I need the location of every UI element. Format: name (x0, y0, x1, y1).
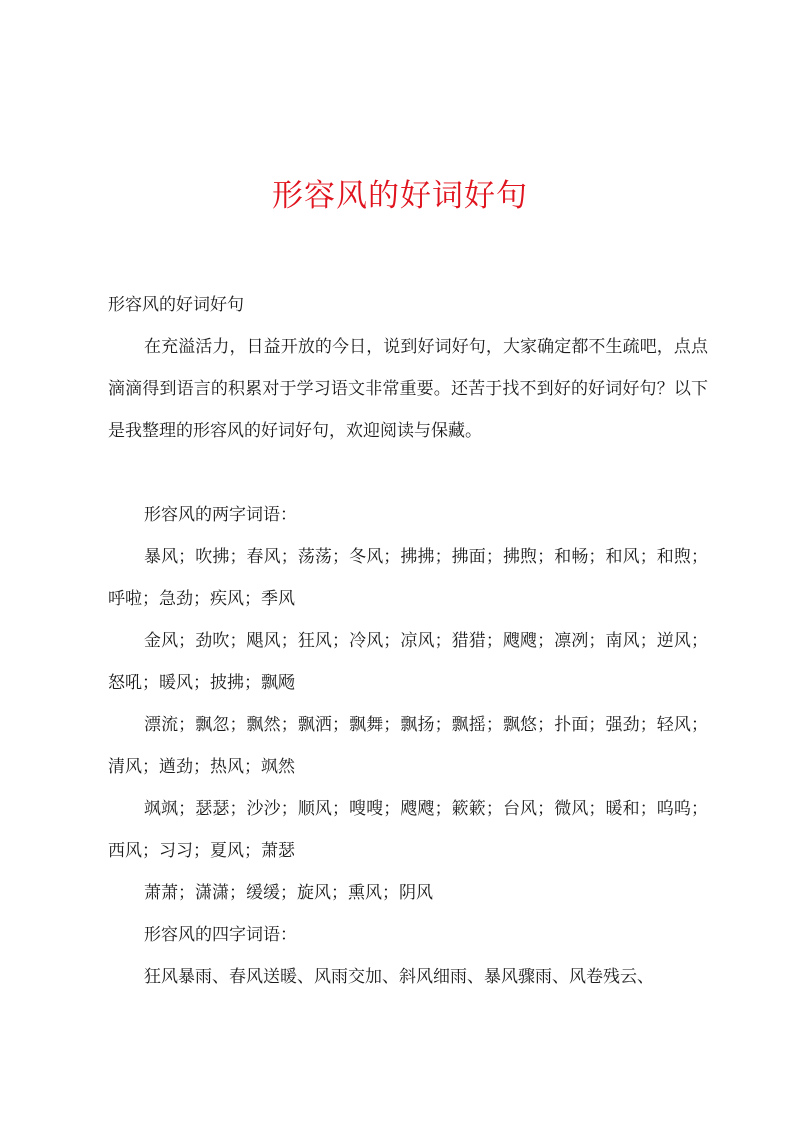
word-list-paragraph: 飒飒；瑟瑟；沙沙；顺风；嗖嗖；飕飕；簌簌；台风；微风；暖和；呜呜；西风；习习；夏风；萧瑟 (108, 799, 708, 861)
two-char-heading: 形容风的两字词语： (144, 505, 297, 525)
document-body (108, 284, 708, 998)
spacer (108, 452, 708, 494)
document-title: 形容风的好词好句 (272, 178, 528, 214)
word-list-paragraph: 萧萧；潇潇；缓缓；旋风；熏风；阴风 (144, 883, 433, 903)
subtitle: 形容风的好词好句 (108, 295, 244, 315)
four-char-list: 狂风暴雨、春风送暖、风雨交加、斜风细雨、暴风骤雨、风卷残云、 (144, 967, 654, 987)
word-list-paragraph: 暴风；吹拂；春风；荡荡；冬风；拂拂；拂面；拂煦；和畅；和风；和煦；呼啦；急劲；疾风；季风 (108, 547, 708, 609)
word-list-paragraph: 金风；劲吹；飓风；狂风；冷风；凉风；猎猎；飕飕；凛冽；南风；逆风；怒吼；暖风；披拂；飘飏 (108, 631, 708, 693)
intro-paragraph: 在充溢活力，日益开放的今日，说到好词好句，大家确定都不生疏吧，点点滴滴得到语言的积累对于学习语文非常重要。还苦于找不到好的好词好句？以下是我整理的形容风的好词好句，欢迎阅读与保藏。 (108, 337, 708, 441)
word-list-paragraph: 漂流；飘忽；飘然；飘洒；飘舞；飘扬；飘摇；飘悠；扑面；强劲；轻风；清风；遒劲；热风；飒然 (108, 715, 708, 777)
four-char-heading: 形容风的四字词语： (144, 925, 297, 945)
